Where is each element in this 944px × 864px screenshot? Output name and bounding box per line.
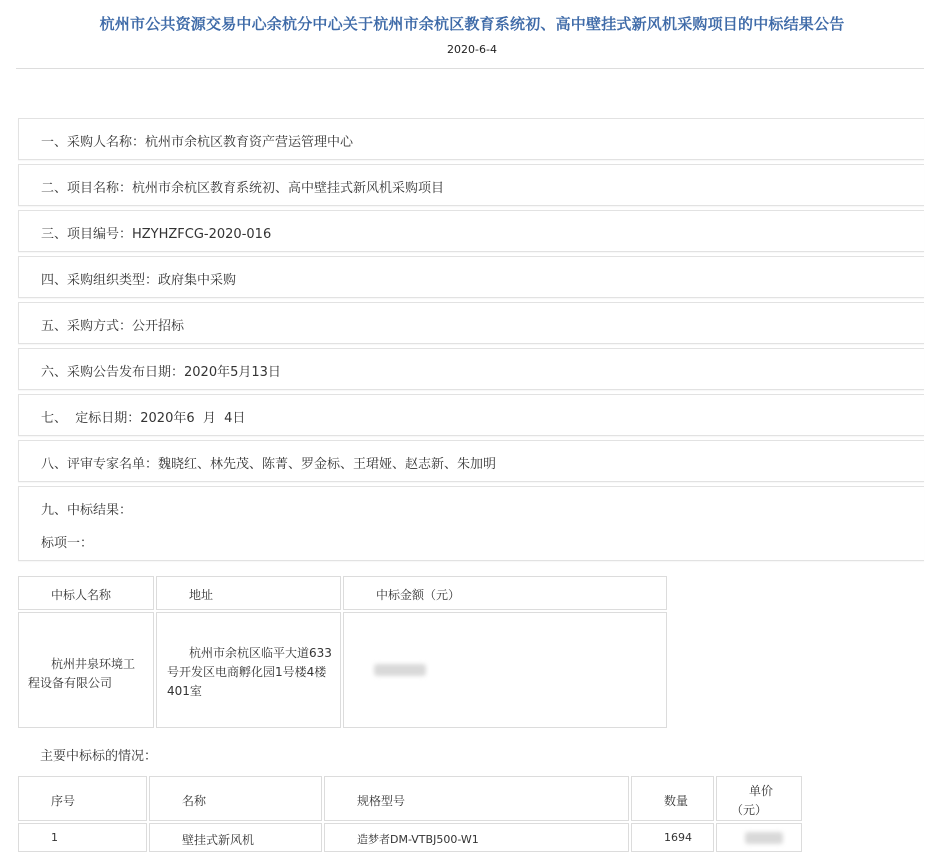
section-text: 八、评审专家名单：魏晓红、林先茂、陈菁、罗金标、王珺娅、赵志新、朱加明 bbox=[41, 457, 497, 472]
item-qty-cell: 1694 bbox=[631, 823, 714, 852]
item-no-cell: 1 bbox=[18, 823, 147, 852]
address-line: 401室 bbox=[167, 684, 202, 698]
section-procurement-method bbox=[18, 302, 924, 344]
section-text: 九、中标结果： bbox=[41, 503, 133, 518]
winner-header-amount: 中标金额（元） bbox=[343, 576, 667, 610]
winner-name-line: 程设备有限公司 bbox=[28, 676, 113, 690]
section-text: 二、项目名称：杭州市余杭区教育系统初、高中壁挂式新风机采购项目 bbox=[41, 181, 445, 196]
winner-name-line: 杭州井泉环境工 bbox=[51, 657, 136, 671]
winner-amount-cell bbox=[343, 612, 667, 728]
section-project-number bbox=[18, 210, 924, 252]
section-text: 四、采购组织类型：政府集中采购 bbox=[41, 273, 237, 288]
main-items-label: 主要中标标的情况： bbox=[40, 749, 158, 764]
section-text: 五、采购方式：公开招标 bbox=[41, 319, 185, 334]
winner-header-address: 地址 bbox=[156, 576, 341, 610]
section-project-name bbox=[18, 164, 924, 206]
item-price-cell bbox=[716, 823, 802, 852]
items-header-name: 名称 bbox=[149, 776, 322, 821]
section-organization-type bbox=[18, 256, 924, 298]
redacted-amount bbox=[374, 664, 426, 676]
title-divider bbox=[16, 68, 924, 69]
section-award-date bbox=[18, 394, 924, 436]
winner-name-cell bbox=[18, 612, 154, 728]
lot-label: 标项一： bbox=[41, 536, 94, 551]
section-purchaser bbox=[18, 118, 924, 160]
section-text: 三、项目编号：HZYHZFCG-2020-016 bbox=[41, 227, 272, 242]
items-header-qty: 数量 bbox=[631, 776, 714, 821]
section-award-result bbox=[18, 486, 924, 561]
section-expert-list bbox=[18, 440, 924, 482]
items-header-price: 单价 （元） bbox=[716, 776, 802, 821]
address-line: 号开发区电商孵化园1号楼4楼 bbox=[167, 665, 327, 679]
section-text: 七、 定标日期：2020年6 月 4日 bbox=[41, 411, 246, 426]
item-spec-cell: 造梦者DM-VTBJ500-W1 bbox=[324, 823, 629, 852]
items-header-no: 序号 bbox=[18, 776, 147, 821]
item-name-cell: 壁挂式新风机 bbox=[149, 823, 322, 852]
publish-date: 2020-6-4 bbox=[447, 43, 497, 56]
winner-header-name: 中标人名称 bbox=[18, 576, 154, 610]
winner-address-cell bbox=[156, 612, 341, 728]
section-text: 六、采购公告发布日期：2020年5月13日 bbox=[41, 365, 281, 380]
items-header-spec: 规格型号 bbox=[324, 776, 629, 821]
redacted-price bbox=[745, 832, 783, 844]
page-title: 杭州市公共资源交易中心余杭分中心关于杭州市余杭区教育系统初、高中壁挂式新风机采购项目的中标结果公告 bbox=[99, 15, 845, 33]
section-text: 一、采购人名称：杭州市余杭区教育资产营运管理中心 bbox=[41, 135, 354, 150]
address-line: 杭州市余杭区临平大道633 bbox=[189, 646, 332, 660]
section-announcement-date bbox=[18, 348, 924, 390]
